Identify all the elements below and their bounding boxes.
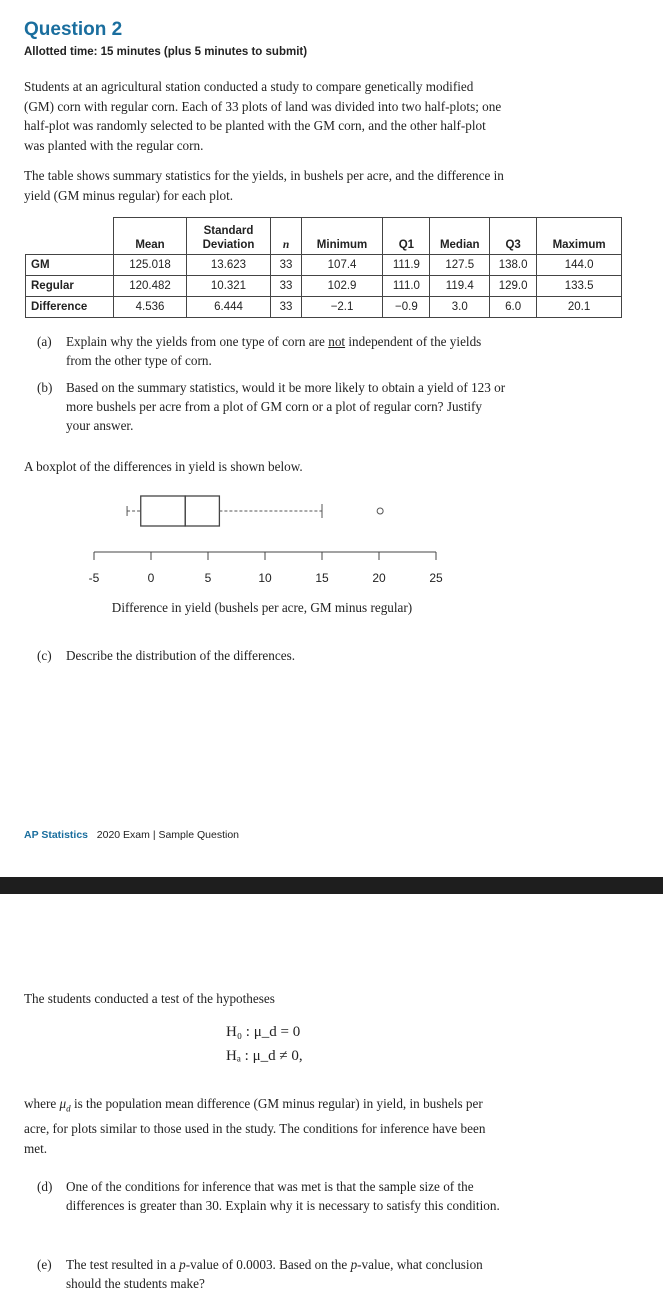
- hypotheses-definition: where $\mu_d$ is the population mean difference (GM minus regular) in yield, in bushels per acre, for plots similar to those used in the study. The conditions for inference have been met.: [24, 1096, 486, 1156]
- table-row: [26, 297, 622, 318]
- part-e: [37, 1255, 507, 1293]
- part-a: [37, 332, 507, 370]
- part-c-label: (c): [37, 648, 52, 663]
- row-label: Difference: [26, 297, 114, 318]
- header-n: n: [271, 218, 301, 255]
- part-d-label: (d): [37, 1179, 53, 1194]
- header-q3: Q3: [490, 218, 537, 255]
- box-q1-median: [141, 496, 185, 526]
- footer-separator: |: [152, 829, 156, 841]
- table-intro-paragraph: The table shows summary statistics for the yields, in bushels per acre, and the difference in yield (GM minus regular) for each plot.: [24, 168, 504, 203]
- axis-tick-label: 0: [147, 571, 155, 585]
- footer-ap-statistics: AP Statistics: [24, 829, 88, 841]
- table-row: [26, 255, 622, 276]
- axis-tick-label: 15: [315, 571, 329, 585]
- cell-min: 107.4: [301, 255, 383, 276]
- header-maximum: Maximum: [537, 218, 622, 255]
- part-c-text: Describe the distribution of the differences.: [66, 648, 295, 663]
- mu-d-symbol: $\mu_d$: [59, 1096, 71, 1114]
- cell-median: 127.5: [430, 255, 490, 276]
- cell-q3: 6.0: [490, 297, 537, 318]
- cell-n: 33: [271, 276, 301, 297]
- intro-paragraph: Students at an agricultural station conducted a study to compare genetically modified (GM) corn with regular corn. Each of 33 plots of land was divided into two half-plots; one half-plot was randomly selected to be planted with the GM corn, and the other half-plot was planted with the regular corn.: [24, 79, 502, 153]
- axis-tick-label: 25: [429, 571, 443, 585]
- part-b-text: Based on the summary statistics, would it be more likely to obtain a yield of 123 or more bushels per acre from a plot of GM corn or a plot of regular corn? Justify your answer.: [66, 380, 506, 433]
- cell-mean: 125.018: [114, 255, 186, 276]
- cell-median: 119.4: [430, 276, 490, 297]
- footer-sample-question: Sample Question: [158, 829, 240, 841]
- header-median: Median: [430, 218, 490, 255]
- part-e-text: The test resulted in a p-value of 0.0003. Based on the p-value, what conclusion should the students make?: [66, 1257, 483, 1291]
- part-a-text: Explain why the yields from one type of corn are not independent of the yields from the other type of corn.: [66, 334, 482, 368]
- cell-q3: 129.0: [490, 276, 537, 297]
- cell-q1: −0.9: [383, 297, 430, 318]
- cell-sd: 6.444: [186, 297, 271, 318]
- question-title: Question 2: [24, 19, 123, 40]
- table-header-row: [26, 218, 622, 255]
- cell-sd: 13.623: [186, 255, 271, 276]
- part-b-label: (b): [37, 380, 53, 395]
- cell-q1: 111.9: [383, 255, 430, 276]
- x-axis-label: Difference in yield (bushels per acre, GM minus regular): [111, 600, 413, 615]
- axis-tick-label: 10: [258, 571, 272, 585]
- part-b: [37, 378, 507, 435]
- boxplot-chart: [0, 488, 663, 622]
- summary-statistics-table: [25, 217, 622, 318]
- cell-q1: 111.0: [383, 276, 430, 297]
- part-d: [37, 1177, 507, 1215]
- hypotheses-intro: The students conducted a test of the hypotheses: [24, 991, 275, 1006]
- cell-mean: 120.482: [114, 276, 186, 297]
- cell-q3: 138.0: [490, 255, 537, 276]
- axis-tick-label: -5: [88, 571, 100, 585]
- footer: [24, 829, 239, 841]
- cell-max: 133.5: [537, 276, 622, 297]
- part-d-text: One of the conditions for inference that was met is that the sample size of the differences is greater than 30. Explain why it is necessary to satisfy this condition.: [66, 1179, 500, 1213]
- alternative-hypothesis: Hₐ : μ_d ≠ 0,: [226, 1048, 303, 1064]
- outlier-point: [377, 508, 383, 514]
- axis-tick-label: 5: [204, 571, 212, 585]
- header-sd: Standard Deviation: [186, 218, 271, 255]
- part-a-label: (a): [37, 334, 52, 349]
- cell-max: 144.0: [537, 255, 622, 276]
- cell-n: 33: [271, 297, 301, 318]
- header-minimum: Minimum: [301, 218, 383, 255]
- axis-tick-label: 20: [372, 571, 386, 585]
- cell-median: 3.0: [430, 297, 490, 318]
- cell-sd: 10.321: [186, 276, 271, 297]
- allotted-time: Allotted time: 15 minutes (plus 5 minutes to submit): [24, 46, 308, 58]
- page-divider: [0, 877, 663, 894]
- null-hypothesis: H₀ : μ_d = 0: [226, 1024, 301, 1040]
- part-e-label: (e): [37, 1257, 52, 1272]
- footer-exam: 2020 Exam: [96, 829, 150, 841]
- header-mean: Mean: [114, 218, 186, 255]
- cell-min: 102.9: [301, 276, 383, 297]
- table-row: [26, 276, 622, 297]
- row-label: GM: [26, 255, 114, 276]
- box-median-q3: [185, 496, 219, 526]
- header-blank: [26, 218, 114, 255]
- part-c: [37, 646, 507, 665]
- cell-max: 20.1: [537, 297, 622, 318]
- cell-n: 33: [271, 255, 301, 276]
- boxplot-intro: A boxplot of the differences in yield is shown below.: [24, 459, 303, 474]
- cell-mean: 4.536: [114, 297, 186, 318]
- row-label: Regular: [26, 276, 114, 297]
- cell-min: −2.1: [301, 297, 383, 318]
- header-q1: Q1: [383, 218, 430, 255]
